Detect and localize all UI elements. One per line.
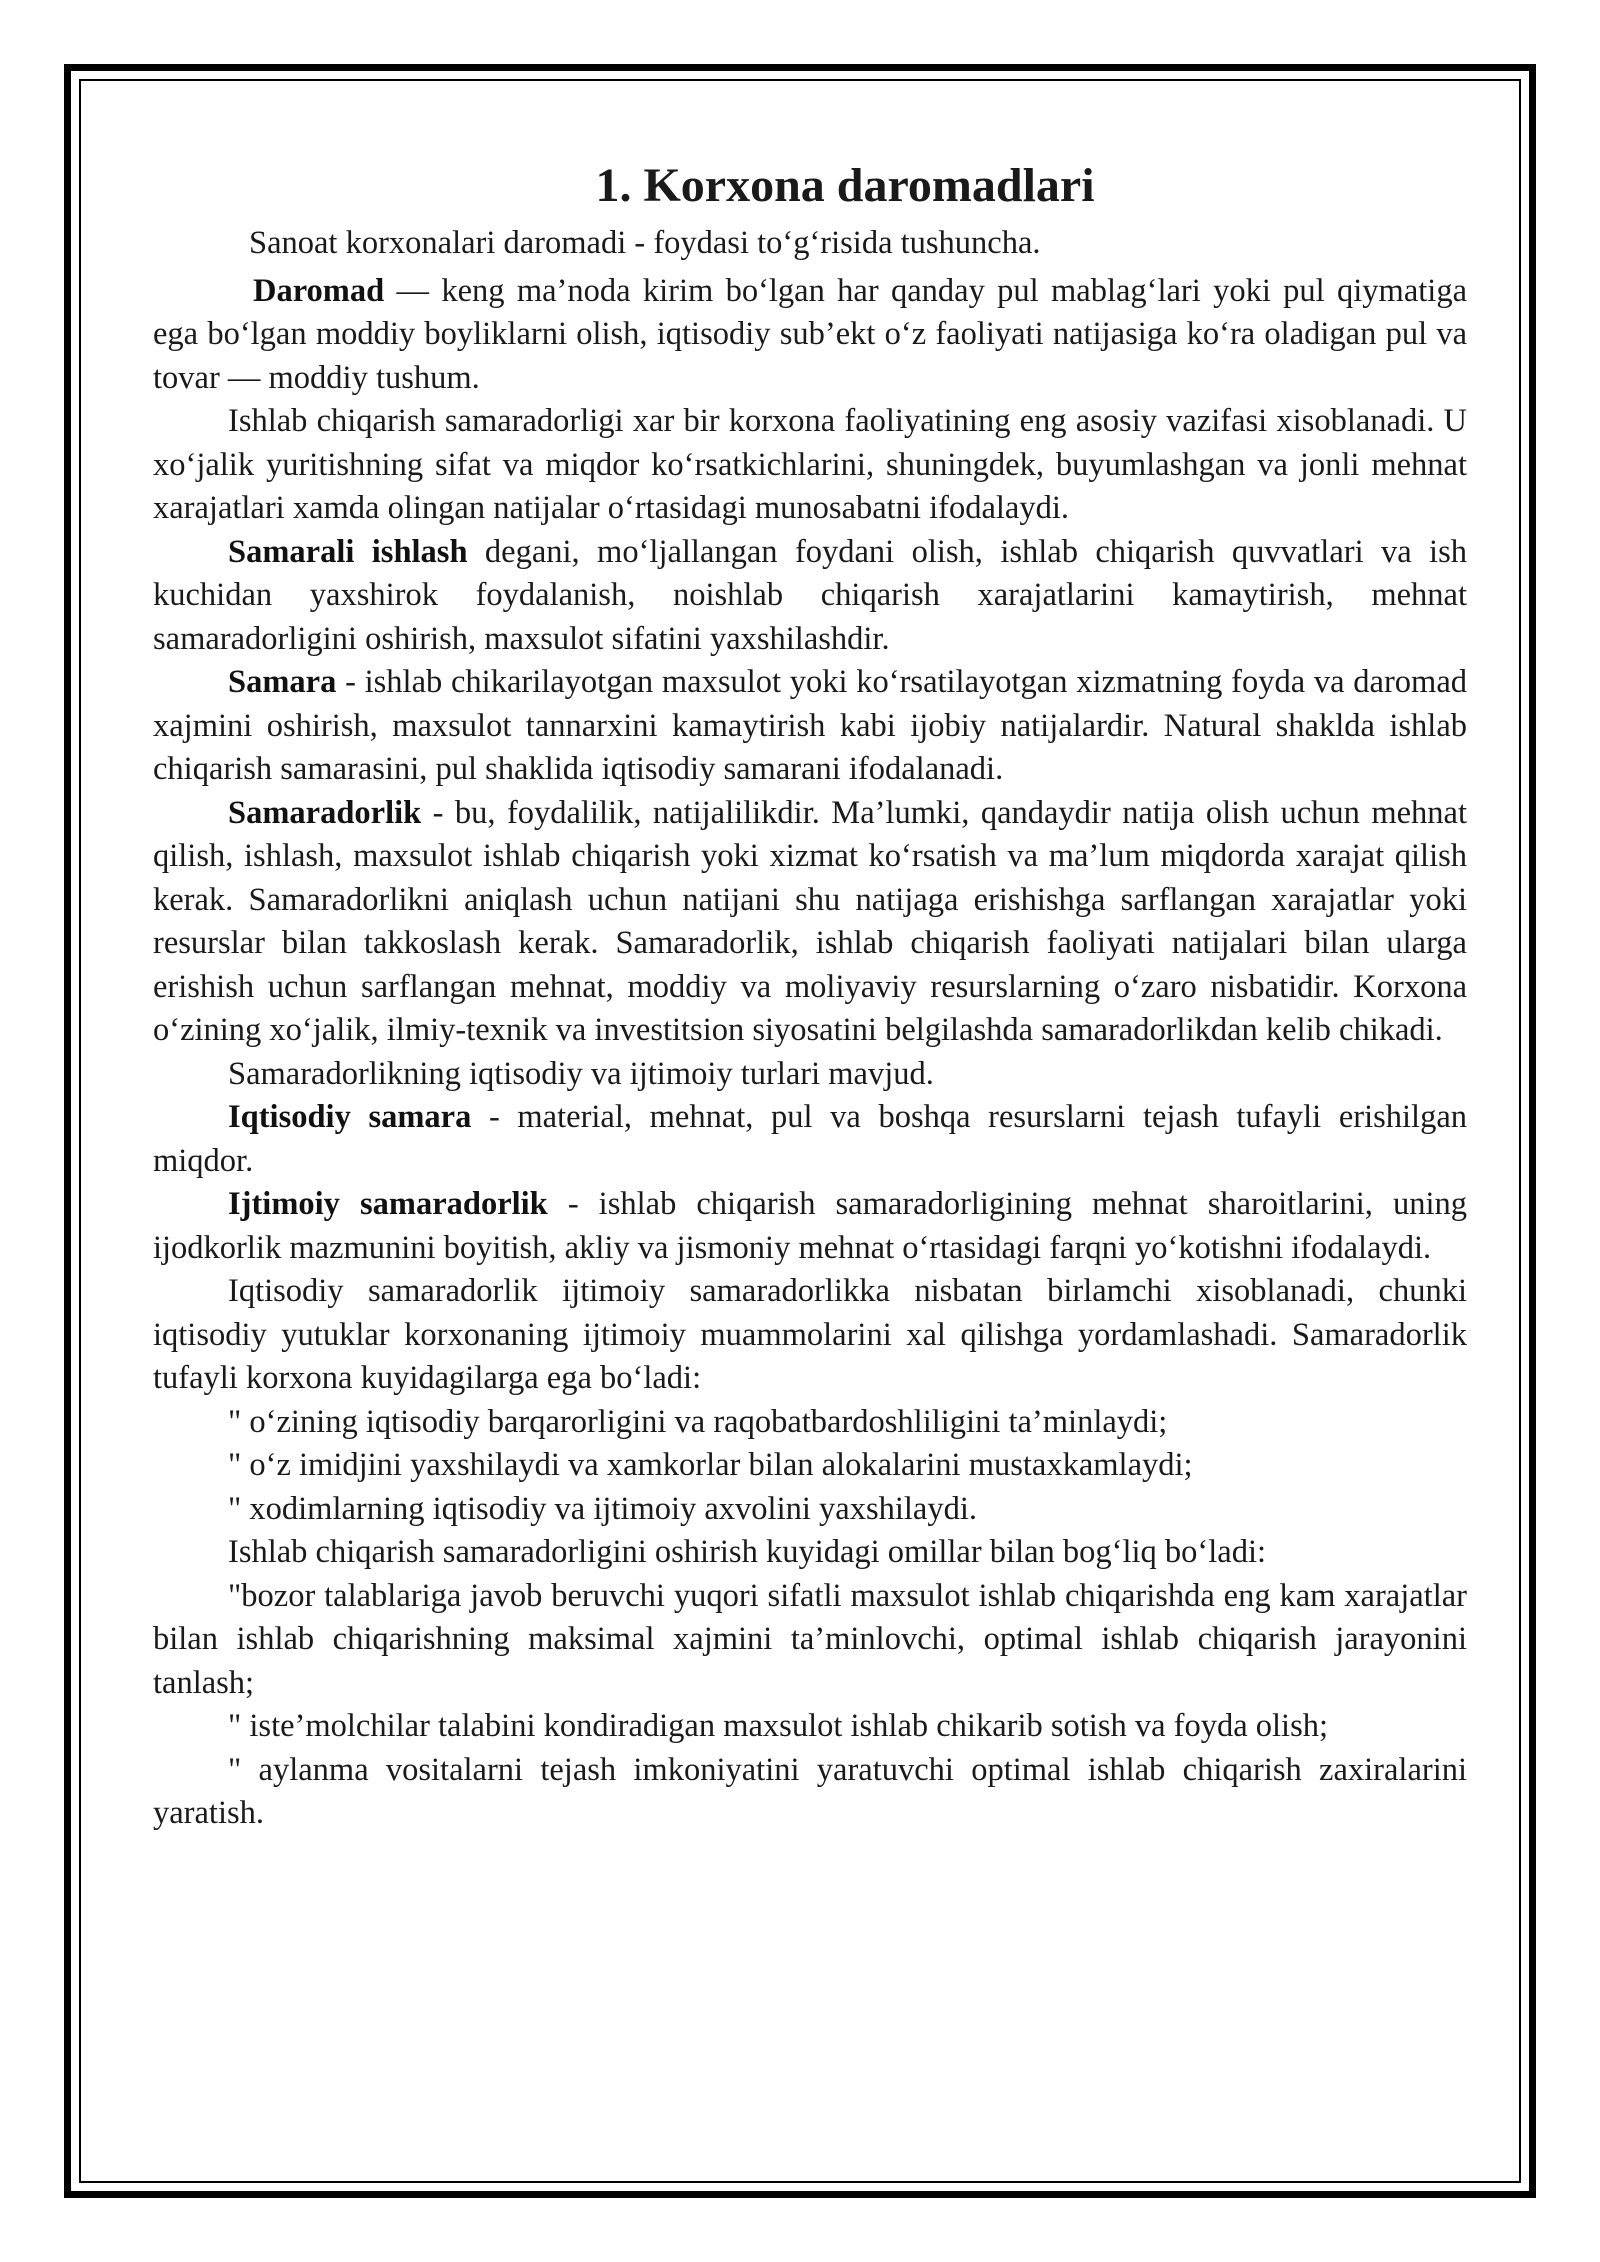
page-title: 1. Korxona daromadlari — [595, 159, 1095, 212]
paragraph-text: - material, mehnat, pul va boshqa resurslarni tejash tufayli erishilgan miqdor. — [153, 1099, 1467, 1179]
paragraph-term: Samara — [228, 664, 337, 700]
list-item — [153, 1705, 1467, 1749]
paragraph-text: Samaradorlikning iqtisodiy va ijtimoiy turlari mavjud. — [228, 1055, 934, 1092]
paragraph — [153, 1096, 1467, 1183]
paragraph — [153, 661, 1467, 792]
paragraph-text: "bozor talablariga javob beruvchi yuqori sifatli maxsulot ishlab chiqarishda eng kam xarajatlar bilan ishlab chiqarishning maksimal xajmini ta’minlovchi, optimal ishlab chiqarish jarayonini tanlash; — [153, 1577, 1467, 1701]
paragraph-text: Iqtisodiy samaradorlik ijtimoiy samaradorlikka nisbatan birlamchi xisoblanadi, chunki iqtisodiy yutuklar korxonaning ijtimoiy muammolarini xal qilishga yordamlashadi. Samaradorlik tufayli korxona kuyidagilarga ega bo‘ladi: — [153, 1273, 1467, 1396]
paragraph — [153, 1270, 1467, 1401]
page-subtitle: Sanoat korxonalari daromadi - foydasi to‘g‘risida tushuncha. — [249, 225, 1041, 261]
paragraph — [153, 400, 1467, 531]
paragraph — [153, 1183, 1467, 1270]
list-item — [153, 1749, 1467, 1836]
paragraph-text: — keng ma’noda kirim bo‘lgan har qanday pul mablag‘lari yoki pul qiymatiga ega bo‘lgan moddiy boyliklarni olish, iqtisodiy sub’ekt o‘z faoliyati natijasiga ko‘ra oladigan pul va tovar — moddiy tushum. — [153, 272, 1467, 396]
paragraph-text: - ishlab chikarilayotgan maxsulot yoki ko‘rsatilayotgan xizmatning foyda va daromad xajmini oshirish, maxsulot tannarxini kamaytirish kabi ijobiy natijalardir. Natural shaklda ishlab chiqarish samarasini, pul shaklida iqtisodiy samarani ifodalanadi. — [153, 664, 1467, 787]
paragraph-text: Ishlab chiqarish samaradorligi xar bir korxona faoliyatining eng asosiy vazifasi xisoblanadi. U xo‘jalik yuritishning sifat va miqdor ko‘rsatkichlarini, shuningdek, buyumlashgan va jonli mehnat xarajatlari xamda olingan natijalar o‘rtasidagi munosabatni ifodalaydi. — [153, 403, 1467, 526]
paragraph-term: Iqtisodiy samara — [228, 1099, 472, 1135]
paragraph-term: Samarali ishlash — [228, 533, 468, 570]
document-body — [153, 150, 1467, 1836]
paragraph-text: degani, mo‘ljallangan foydani olish, ishlab chiqarish quvvatlari va ish kuchidan yaxshirok foydalanish, noishlab chiqarish xarajatlarini kamaytirish, mehnat samaradorligini oshirish, maxsulot sifatini yaxshilashdir. — [153, 533, 1467, 657]
paragraph-text: " iste’molchilar talabini kondiradigan maxsulot ishlab chikarib sotish va foyda olish; — [228, 1708, 1329, 1744]
paragraph-text: Ishlab chiqarish samaradorligini oshirish kuyidagi omillar bilan bog‘liq bo‘ladi: — [228, 1534, 1267, 1570]
paragraph-term: Samaradorlik — [228, 794, 422, 831]
paragraph — [153, 531, 1467, 662]
paragraph-term: Ijtimoiy samaradorlik — [228, 1186, 548, 1222]
paragraph — [153, 1053, 1467, 1097]
list-item — [153, 1575, 1467, 1706]
paragraph — [153, 792, 1467, 1053]
paragraph-text: - ishlab chiqarish samaradorligining mehnat sharoitlarini, uning ijodkorlik mazmunini boyitish, akliy va jismoniy mehnat o‘rtasidagi farqni yo‘kotishni ifodalaydi. — [153, 1186, 1467, 1266]
paragraph-text: " o‘z imidjini yaxshilaydi va xamkorlar bilan alokalarini mustaxkamlaydi; — [228, 1447, 1193, 1483]
paragraph-text: " o‘zining iqtisodiy barqarorligini va raqobatbardoshliligini ta’minlaydi; — [228, 1403, 1168, 1440]
paragraph — [153, 270, 1467, 401]
paragraph-term: Daromad — [253, 272, 385, 309]
paragraph-text: " xodimlarning iqtisodiy va ijtimoiy axvolini yaxshilaydi. — [228, 1490, 977, 1527]
list-item — [153, 1444, 1467, 1488]
paragraph-text: " aylanma vositalarni tejash imkoniyatini yaratuvchi optimal ishlab chiqarish zaxiralarini yaratish. — [153, 1751, 1467, 1831]
paragraph — [153, 1531, 1467, 1575]
list-item — [153, 1401, 1467, 1445]
paragraph-text: - bu, foydalilik, natijalilikdir. Ma’lumki, qandaydir natija olish uchun mehnat qilish, ishlash, maxsulot ishlab chiqarish yoki xizmat ko‘rsatish va ma’lum miqdorda xarajat qilish kerak. Samaradorlikni aniqlash uchun natijani shu natijaga erishishga sarflangan xarajatlar yoki resurslar bilan takkoslash kerak. Samaradorlik, ishlab chiqarish faoliyati natijalari bilan ularga erishish uchun sarflangan mehnat, moddiy va moliyaviy resurslarning o‘zaro nisbatidir. Korxona o‘zining xo‘jalik, ilmiy-texnik va investitsion siyosatini belgilashda samaradorlikdan kelib chikadi. — [153, 794, 1467, 1048]
list-item — [153, 1488, 1467, 1532]
